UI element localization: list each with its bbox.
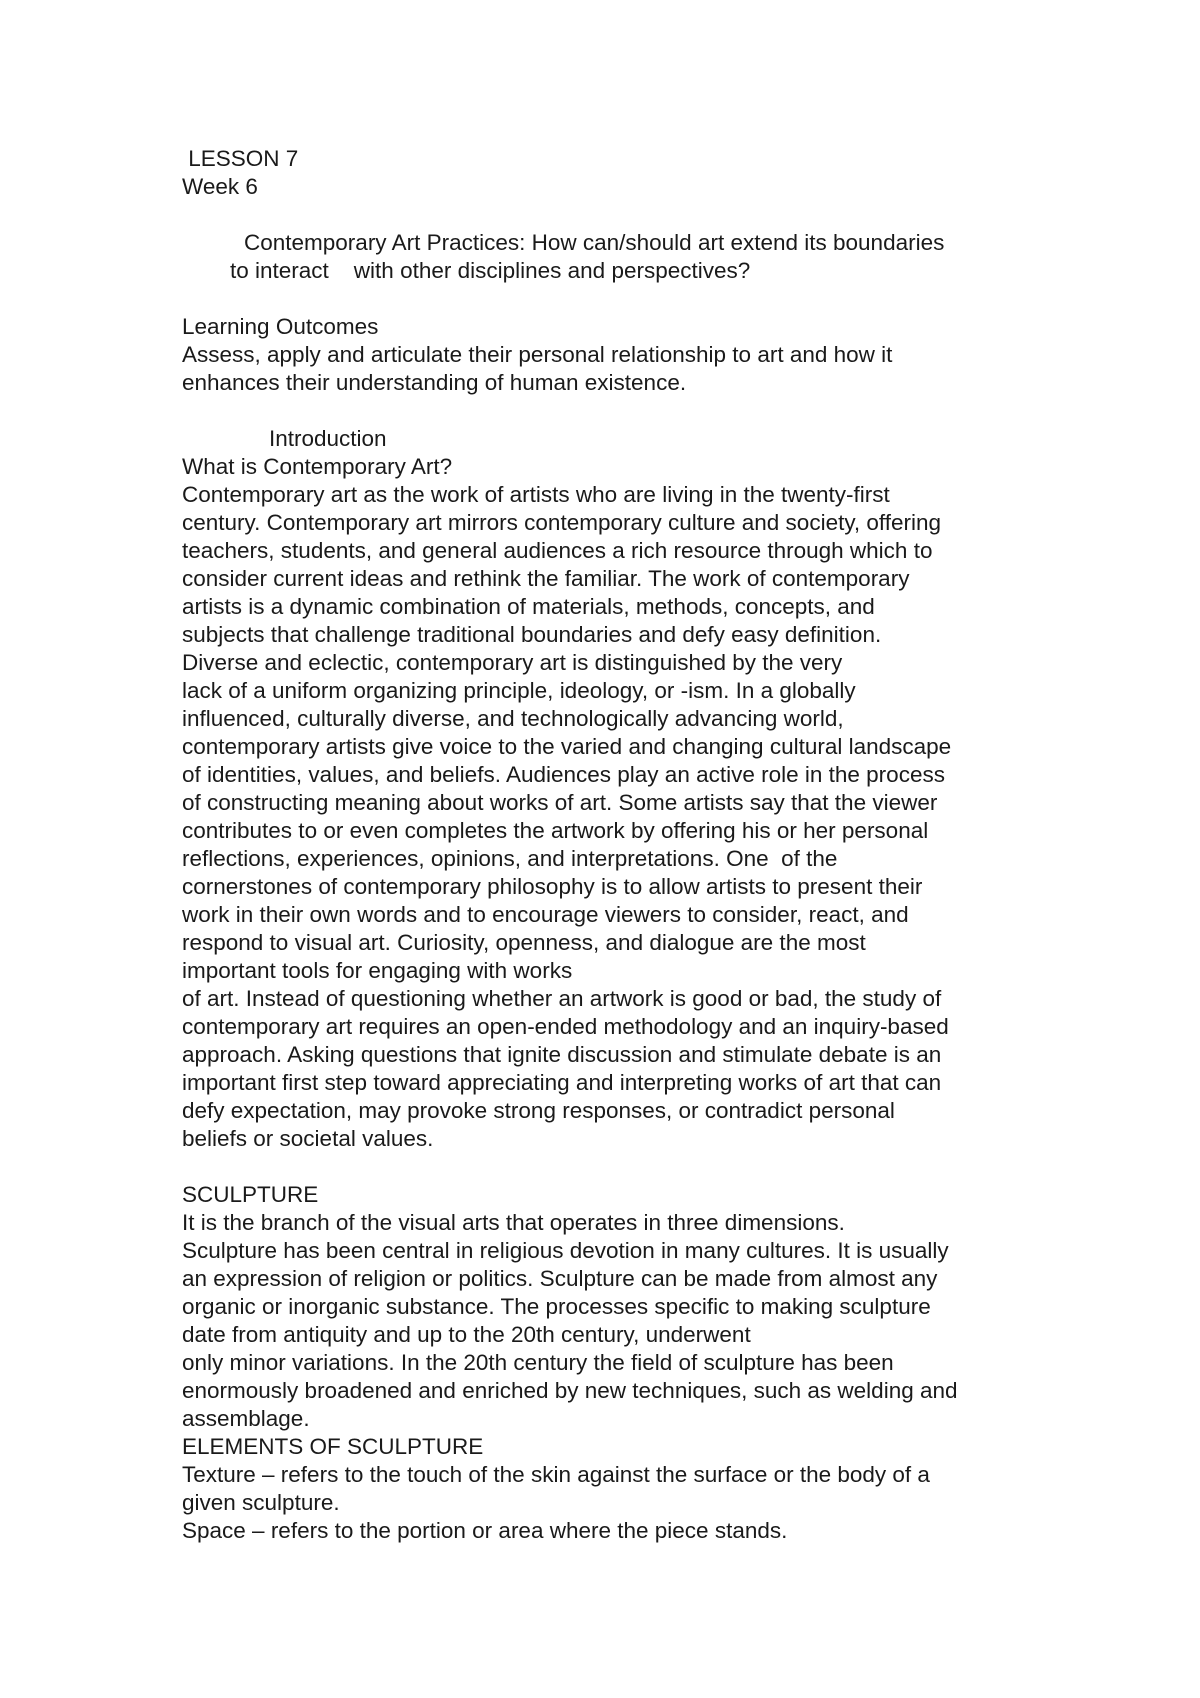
introduction-line: approach. Asking questions that ignite discussion and stimulate debate is an (182, 1042, 942, 1067)
sculpture-line: organic or inorganic substance. The processes specific to making sculpture (182, 1294, 931, 1319)
elements-line: Space – refers to the portion or area where the piece stands. (182, 1518, 788, 1543)
introduction-line: cornerstones of contemporary philosophy is to allow artists to present their (182, 874, 923, 899)
introduction-line: work in their own words and to encourage viewers to consider, react, and (182, 902, 909, 927)
introduction-question: What is Contemporary Art? (182, 454, 453, 479)
introduction-heading: Introduction (269, 426, 387, 451)
learning-outcomes-line: enhances their understanding of human existence. (182, 370, 687, 395)
blank-line (182, 1153, 1062, 1181)
blank-line (182, 201, 1062, 229)
introduction-line: respond to visual art. Curiosity, openness, and dialogue are the most (182, 930, 866, 955)
sculpture-heading: SCULPTURE (182, 1182, 319, 1207)
introduction-line: teachers, students, and general audiences a rich resource through which to (182, 538, 933, 563)
elements-line: given sculpture. (182, 1490, 340, 1515)
introduction-line: of constructing meaning about works of art. Some artists say that the viewer (182, 790, 938, 815)
learning-outcomes-heading: Learning Outcomes (182, 314, 379, 339)
introduction-line: influenced, culturally diverse, and technologically advancing world, (182, 706, 844, 731)
introduction-line: Contemporary art as the work of artists who are living in the twenty-first (182, 482, 890, 507)
introduction-line: consider current ideas and rethink the familiar. The work of contemporary (182, 566, 910, 591)
introduction-line: artists is a dynamic combination of materials, methods, concepts, and (182, 594, 875, 619)
lesson-title-line-2: to interact with other disciplines and perspectives? (230, 258, 751, 283)
sculpture-line: only minor variations. In the 20th century the field of sculpture has been (182, 1350, 894, 1375)
introduction-line: beliefs or societal values. (182, 1126, 434, 1151)
introduction-line: reflections, experiences, opinions, and interpretations. One of the (182, 846, 838, 871)
sculpture-line: an expression of religion or politics. Sculpture can be made from almost any (182, 1266, 938, 1291)
introduction-line: important tools for engaging with works (182, 958, 573, 983)
introduction-line: century. Contemporary art mirrors contemporary culture and society, offering (182, 510, 942, 535)
sculpture-line: enormously broadened and enriched by new techniques, such as welding and (182, 1378, 958, 1403)
sculpture-line: It is the branch of the visual arts that operates in three dimensions. (182, 1210, 845, 1235)
introduction-line: of art. Instead of questioning whether an artwork is good or bad, the study of (182, 986, 942, 1011)
document-body (182, 145, 1062, 1545)
lesson-title-line-1: Contemporary Art Practices: How can/should art extend its boundaries (244, 230, 945, 255)
lesson-label: LESSON 7 (182, 146, 299, 171)
elements-heading: ELEMENTS OF SCULPTURE (182, 1434, 484, 1459)
introduction-line: of identities, values, and beliefs. Audiences play an active role in the process (182, 762, 945, 787)
blank-line (182, 285, 1062, 313)
week-label: Week 6 (182, 174, 258, 199)
sculpture-line: Sculpture has been central in religious devotion in many cultures. It is usually (182, 1238, 949, 1263)
elements-line: Texture – refers to the touch of the skin against the surface or the body of a (182, 1462, 930, 1487)
introduction-line: contemporary art requires an open-ended methodology and an inquiry-based (182, 1014, 949, 1039)
sculpture-line: date from antiquity and up to the 20th century, underwent (182, 1322, 751, 1347)
introduction-line: important first step toward appreciating and interpreting works of art that can (182, 1070, 942, 1095)
introduction-line: Diverse and eclectic, contemporary art is distinguished by the very (182, 650, 843, 675)
learning-outcomes-line: Assess, apply and articulate their personal relationship to art and how it (182, 342, 893, 367)
introduction-line: defy expectation, may provoke strong responses, or contradict personal (182, 1098, 895, 1123)
blank-line (182, 397, 1062, 425)
introduction-line: subjects that challenge traditional boundaries and defy easy definition. (182, 622, 882, 647)
introduction-line: contemporary artists give voice to the varied and changing cultural landscape (182, 734, 952, 759)
introduction-line: lack of a uniform organizing principle, ideology, or -ism. In a globally (182, 678, 856, 703)
introduction-line: contributes to or even completes the artwork by offering his or her personal (182, 818, 929, 843)
sculpture-line: assemblage. (182, 1406, 310, 1431)
